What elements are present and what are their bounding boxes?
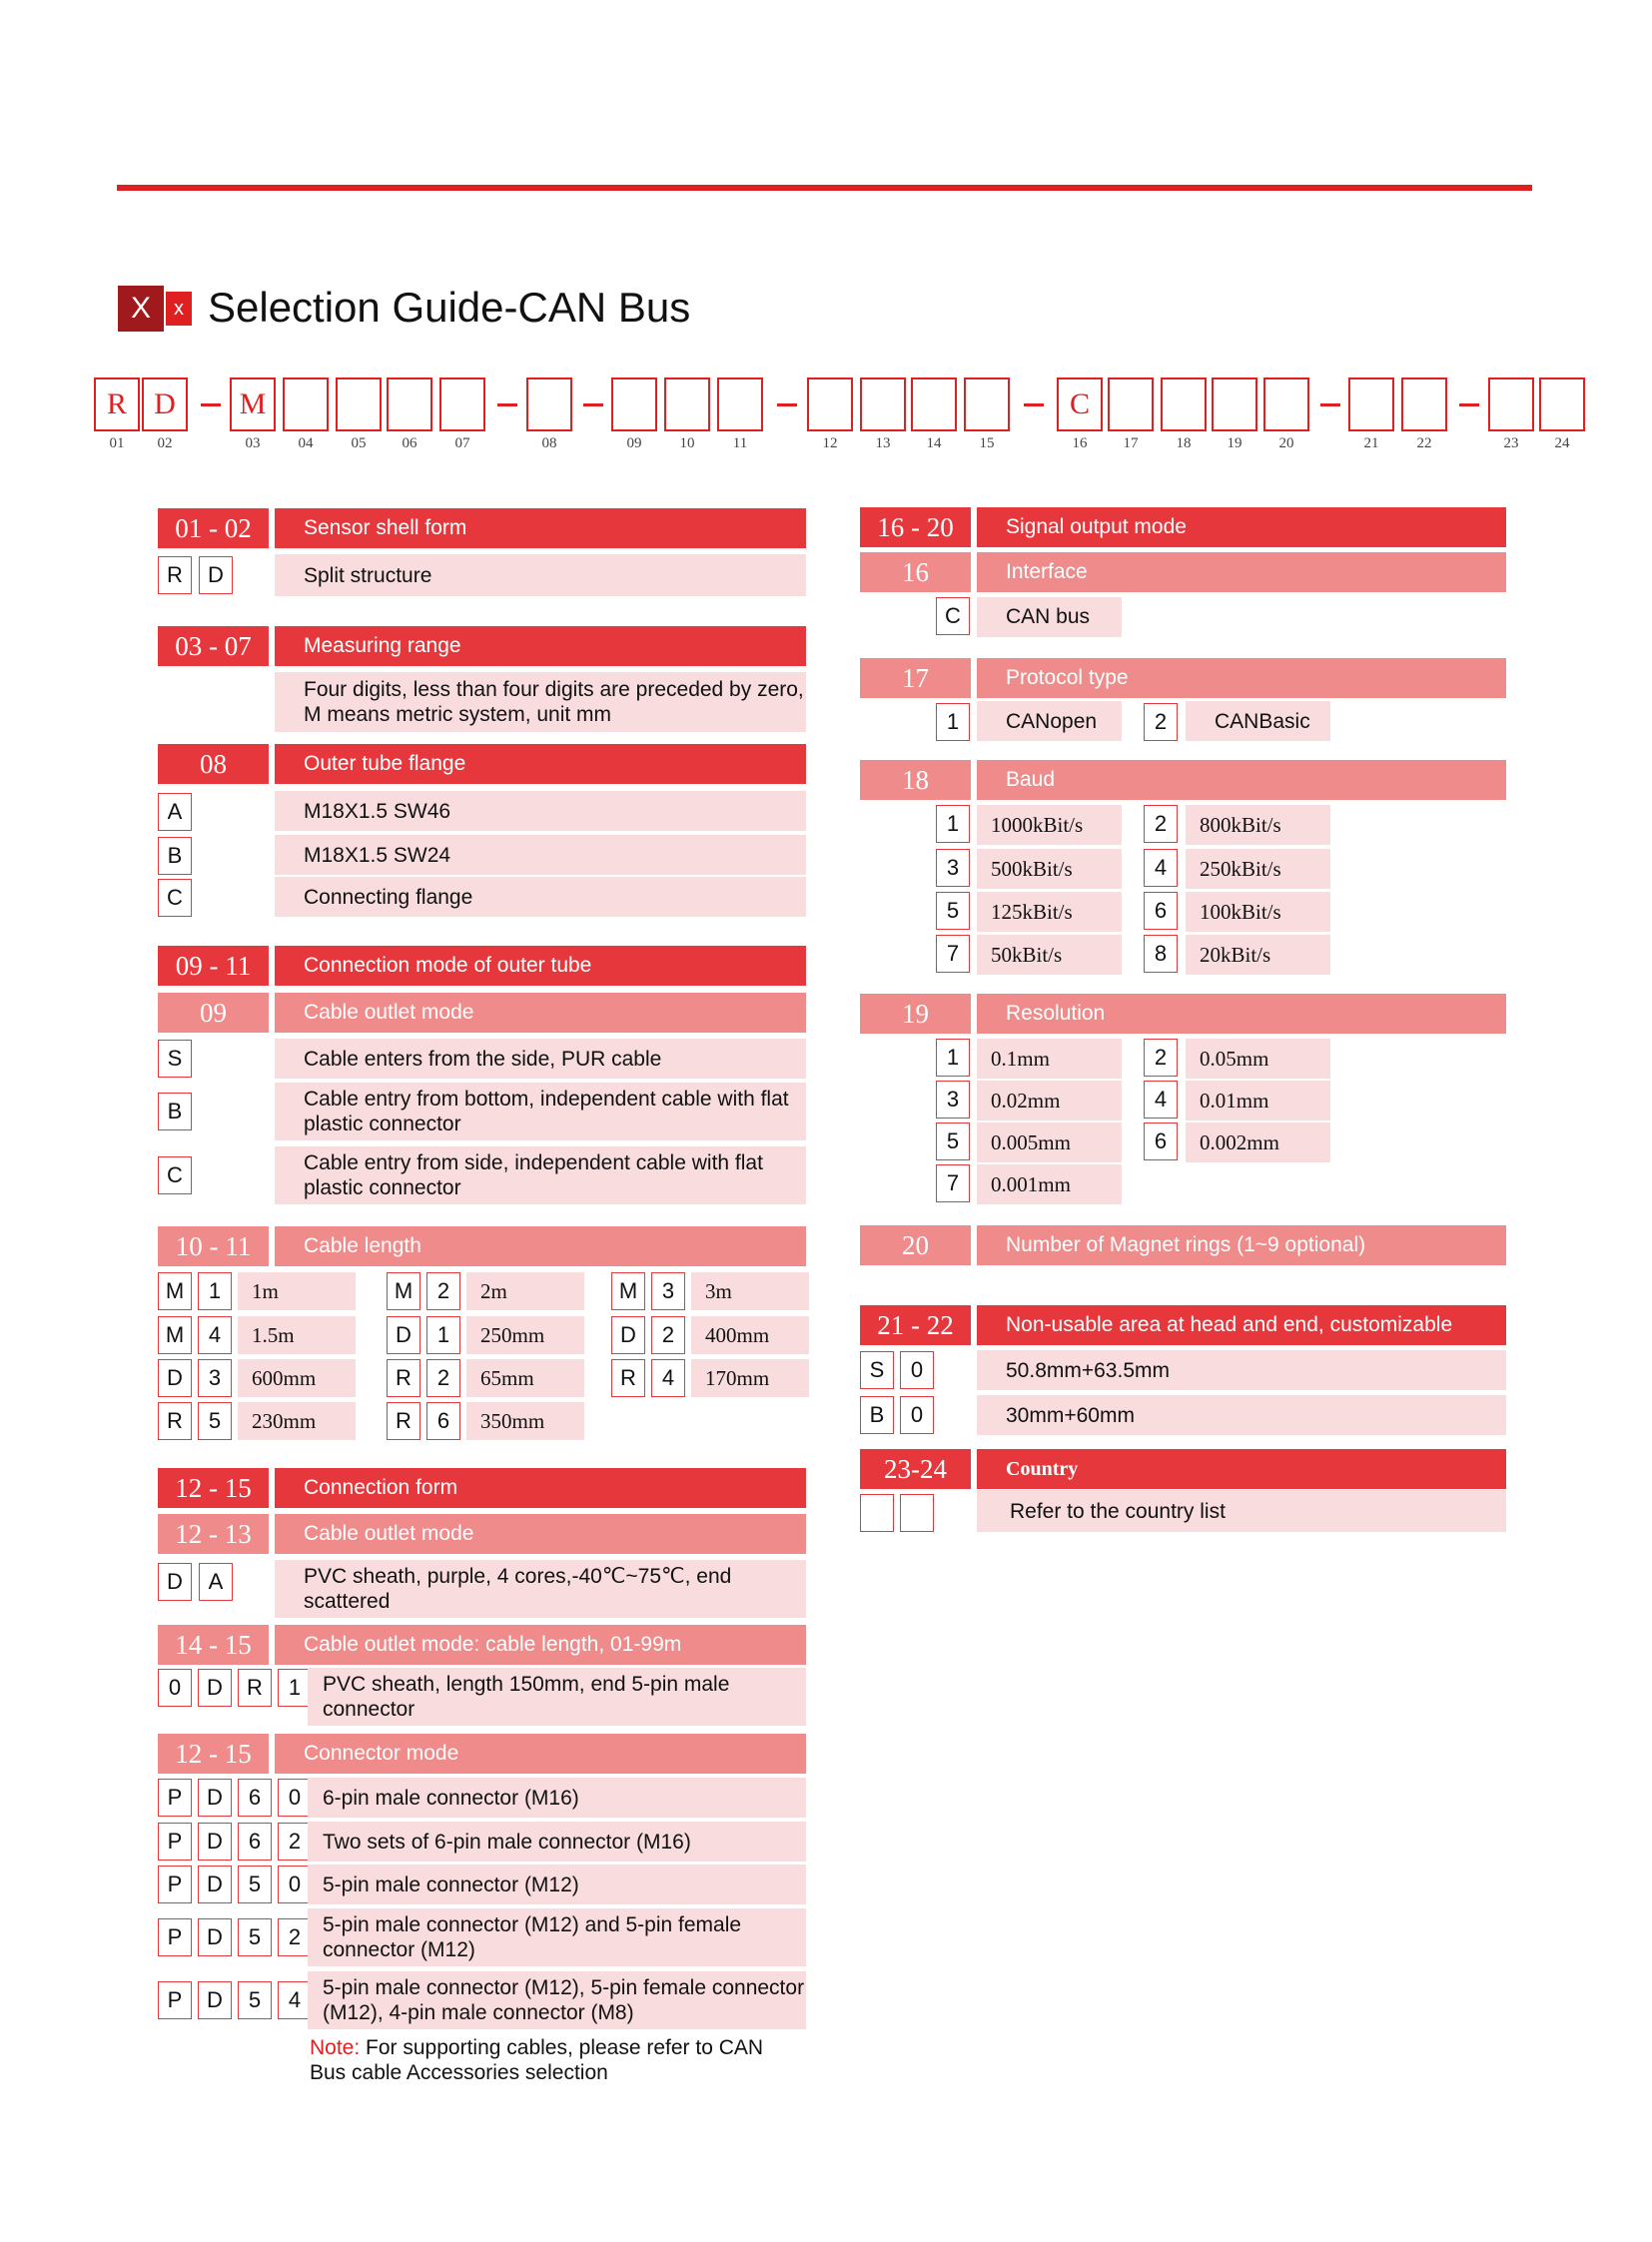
section-23-24-title: Country — [977, 1449, 1506, 1489]
code-cell — [860, 1494, 894, 1532]
section-16-20-title: Signal output mode — [977, 507, 1506, 547]
cable-length-value: 2m — [466, 1272, 584, 1310]
code-position-number: 12 — [822, 435, 838, 451]
logo-mark-large: X — [118, 286, 164, 332]
code-box — [664, 377, 710, 431]
code-cell: 2 — [278, 1918, 312, 1956]
code-cell: 3 — [936, 1081, 970, 1119]
code-cell: R — [611, 1359, 645, 1397]
option-description: Connecting flange — [275, 877, 806, 917]
section-20-title: Number of Magnet rings (1~9 optional) — [977, 1225, 1506, 1265]
baud-value: 125kBit/s — [977, 892, 1122, 932]
option-value: CANopen — [977, 701, 1122, 741]
code-cell: 0 — [278, 1866, 312, 1903]
code-cell: B — [158, 837, 192, 875]
code-box — [439, 377, 485, 431]
section-09-11-number: 09 - 11 — [158, 946, 269, 986]
section-03-07-number: 03 - 07 — [158, 626, 269, 666]
code-cell: 5 — [238, 1981, 272, 2019]
code-position-number: 02 — [157, 435, 173, 451]
code-cell: 0 — [900, 1351, 934, 1389]
code-box — [717, 377, 763, 431]
section-12-15-connector-title: Connector mode — [275, 1734, 806, 1774]
option-value: 30mm+60mm — [977, 1395, 1506, 1435]
code-cell: P — [158, 1918, 192, 1956]
code-box — [1161, 377, 1207, 431]
code-position-number: 21 — [1363, 435, 1379, 451]
code-cell: 3 — [936, 849, 970, 887]
code-cell: D — [198, 1918, 232, 1956]
code-cell: D — [199, 556, 233, 594]
code-cell: D — [198, 1779, 232, 1817]
section-10-11-number: 10 - 11 — [158, 1226, 269, 1266]
section-12-15-title: Connection form — [275, 1468, 806, 1508]
code-cell: C — [158, 1156, 192, 1194]
code-cell: M — [387, 1272, 420, 1310]
code-cell: B — [158, 1093, 192, 1130]
code-box — [860, 377, 906, 431]
code-cell: A — [199, 1563, 233, 1601]
code-cell: 4 — [198, 1316, 232, 1354]
option-value: CANBasic — [1186, 701, 1330, 741]
top-rule — [117, 185, 1532, 191]
code-cell: P — [158, 1866, 192, 1903]
section-09-title: Cable outlet mode — [275, 993, 806, 1033]
code-position-number: 19 — [1227, 435, 1242, 451]
code-cell: 1 — [936, 703, 970, 741]
code-dash — [1320, 403, 1340, 406]
code-cell: 5 — [238, 1866, 272, 1903]
code-cell: 0 — [158, 1669, 192, 1707]
code-cell: 3 — [198, 1359, 232, 1397]
code-box — [1348, 377, 1394, 431]
option-description: 6-pin male connector (M16) — [308, 1778, 806, 1818]
code-cell: R — [238, 1669, 272, 1707]
code-cell: P — [158, 1779, 192, 1817]
cable-length-value: 1m — [238, 1272, 356, 1310]
code-cell: 5 — [238, 1918, 272, 1956]
code-dash — [1459, 403, 1479, 406]
code-cell: 7 — [936, 1164, 970, 1202]
code-cell: 7 — [936, 935, 970, 973]
code-cell: 2 — [426, 1272, 460, 1310]
option-description: 5-pin male connector (M12) — [308, 1865, 806, 1904]
code-cell: S — [860, 1351, 894, 1389]
code-cell: 4 — [1144, 1081, 1178, 1119]
note-text: For supporting cables, please refer to CAN Bus cable Accessories selection — [310, 2036, 764, 2084]
code-cell: 2 — [651, 1316, 685, 1354]
option-description: Refer to the country list — [977, 1490, 1506, 1532]
resolution-value: 0.005mm — [977, 1122, 1122, 1162]
code-cell: 6 — [238, 1779, 272, 1817]
code-dash — [201, 403, 221, 406]
baud-value: 100kBit/s — [1186, 892, 1330, 932]
section-03-07-title: Measuring range — [275, 626, 806, 666]
cable-length-value: 170mm — [691, 1359, 809, 1397]
code-cell: 8 — [1144, 935, 1178, 973]
section-09-11-title: Connection mode of outer tube — [275, 946, 806, 986]
option-description: Two sets of 6-pin male connector (M16) — [308, 1822, 806, 1862]
resolution-value: 0.05mm — [1186, 1039, 1330, 1079]
code-position-number: 04 — [298, 435, 314, 451]
code-cell: 6 — [1144, 1122, 1178, 1160]
section-01-02-title: Sensor shell form — [275, 508, 806, 548]
code-cell: 6 — [426, 1402, 460, 1440]
code-cell: 0 — [900, 1396, 934, 1434]
code-box: D — [142, 377, 188, 431]
code-cell: 4 — [651, 1359, 685, 1397]
code-cell: R — [387, 1402, 420, 1440]
section-14-15-title: Cable outlet mode: cable length, 01-99m — [275, 1625, 806, 1665]
code-cell: D — [198, 1823, 232, 1861]
code-cell: 5 — [936, 1122, 970, 1160]
option-description: M18X1.5 SW24 — [275, 835, 806, 875]
code-box — [283, 377, 329, 431]
option-description: Cable entry from side, independent cable with flat plastic connector — [275, 1146, 806, 1204]
code-cell: P — [158, 1823, 192, 1861]
code-cell: 3 — [651, 1272, 685, 1310]
option-description: Four digits, less than four digits are preceded by zero, M means metric system, unit mm — [275, 672, 806, 732]
option-description: Split structure — [275, 554, 806, 596]
code-cell: 1 — [936, 1039, 970, 1077]
code-box: C — [1057, 377, 1103, 431]
section-18-number: 18 — [860, 760, 971, 800]
code-cell: D — [611, 1316, 645, 1354]
section-20-number: 20 — [860, 1225, 971, 1265]
code-position-number: 22 — [1416, 435, 1432, 451]
code-box: M — [230, 377, 276, 431]
code-cell: D — [198, 1981, 232, 2019]
resolution-value: 0.001mm — [977, 1164, 1122, 1204]
code-position-number: 08 — [541, 435, 557, 451]
code-position-number: 16 — [1072, 435, 1088, 451]
option-value: CAN bus — [977, 597, 1122, 637]
code-cell: M — [158, 1316, 192, 1354]
code-position-number: 20 — [1278, 435, 1294, 451]
code-cell: 1 — [278, 1669, 312, 1707]
code-box — [387, 377, 432, 431]
code-cell: B — [860, 1396, 894, 1434]
baud-value: 250kBit/s — [1186, 849, 1330, 889]
code-cell: D — [198, 1669, 232, 1707]
code-cell: 1 — [936, 805, 970, 843]
code-cell: C — [158, 879, 192, 917]
code-position-number: 14 — [926, 435, 942, 451]
code-cell: D — [158, 1359, 192, 1397]
code-cell: A — [158, 793, 192, 831]
option-description: PVC sheath, purple, 4 cores,-40℃~75℃, end scattered — [275, 1560, 806, 1618]
resolution-value: 0.002mm — [1186, 1122, 1330, 1162]
logo-mark-small: x — [166, 292, 192, 326]
option-value: 50.8mm+63.5mm — [977, 1350, 1506, 1390]
code-cell: R — [158, 556, 192, 594]
section-12-13-number: 12 - 13 — [158, 1514, 269, 1554]
code-cell: 5 — [936, 892, 970, 930]
cable-length-value: 400mm — [691, 1316, 809, 1354]
code-dash — [1024, 403, 1044, 406]
code-position-number: 06 — [402, 435, 417, 451]
code-box — [336, 377, 382, 431]
code-box — [807, 377, 853, 431]
code-box — [526, 377, 572, 431]
baud-value: 20kBit/s — [1186, 935, 1330, 975]
code-box: R — [94, 377, 140, 431]
code-cell: 4 — [278, 1981, 312, 2019]
section-14-15-number: 14 - 15 — [158, 1625, 269, 1665]
code-cell: 0 — [278, 1779, 312, 1817]
code-cell: R — [158, 1402, 192, 1440]
section-12-13-title: Cable outlet mode — [275, 1514, 806, 1554]
section-23-24-number: 23-24 — [860, 1449, 971, 1489]
code-position-number: 18 — [1176, 435, 1192, 451]
option-description: 5-pin male connector (M12), 5-pin female connector (M12), 4-pin male connector (M8) — [308, 1971, 806, 2029]
section-10-11-title: Cable length — [275, 1226, 806, 1266]
section-19-title: Resolution — [977, 994, 1506, 1034]
section-17-title: Protocol type — [977, 658, 1506, 698]
code-position-number: 01 — [109, 435, 125, 451]
option-description: Cable entry from bottom, independent cable with flat plastic connector — [275, 1083, 806, 1140]
section-21-22-number: 21 - 22 — [860, 1305, 971, 1345]
code-position-number: 23 — [1503, 435, 1519, 451]
code-dash — [583, 403, 603, 406]
code-box — [1488, 377, 1534, 431]
code-cell: 4 — [1144, 849, 1178, 887]
section-09-number: 09 — [158, 993, 269, 1033]
code-box — [1212, 377, 1257, 431]
code-cell: 2 — [1144, 1039, 1178, 1077]
page-title: Selection Guide-CAN Bus — [208, 284, 691, 331]
section-16-title: Interface — [977, 552, 1506, 592]
code-cell: 2 — [426, 1359, 460, 1397]
code-position-number: 11 — [732, 435, 748, 451]
code-cell: D — [198, 1866, 232, 1903]
code-box — [1263, 377, 1309, 431]
code-dash — [497, 403, 517, 406]
section-17-number: 17 — [860, 658, 971, 698]
code-cell: 2 — [1144, 805, 1178, 843]
code-cell: 1 — [426, 1316, 460, 1354]
code-cell: P — [158, 1981, 192, 2019]
note-label: Note: — [310, 2036, 361, 2059]
section-01-02-number: 01 - 02 — [158, 508, 269, 548]
section-21-22-title: Non-usable area at head and end, customizable — [977, 1305, 1506, 1345]
code-position-number: 05 — [351, 435, 367, 451]
section-18-title: Baud — [977, 760, 1506, 800]
section-12-15-connector-number: 12 - 15 — [158, 1734, 269, 1774]
code-cell: 6 — [238, 1823, 272, 1861]
baud-value: 500kBit/s — [977, 849, 1122, 889]
code-position-number: 03 — [245, 435, 261, 451]
code-cell — [900, 1494, 934, 1532]
code-position-number: 15 — [979, 435, 995, 451]
code-box — [611, 377, 657, 431]
code-position-number: 17 — [1123, 435, 1139, 451]
code-box — [1401, 377, 1447, 431]
code-position-number: 13 — [875, 435, 891, 451]
code-box — [1539, 377, 1585, 431]
code-cell: M — [611, 1272, 645, 1310]
resolution-value: 0.02mm — [977, 1081, 1122, 1121]
cable-length-value: 230mm — [238, 1402, 356, 1440]
code-cell: M — [158, 1272, 192, 1310]
code-position-number: 07 — [454, 435, 470, 451]
code-position-number: 24 — [1554, 435, 1570, 451]
code-cell: 5 — [198, 1402, 232, 1440]
code-cell: 1 — [198, 1272, 232, 1310]
code-cell: D — [158, 1563, 192, 1601]
option-description: 5-pin male connector (M12) and 5-pin female connector (M12) — [308, 1908, 806, 1966]
baud-value: 1000kBit/s — [977, 805, 1122, 845]
code-position-number: 10 — [679, 435, 695, 451]
section-16-20-number: 16 - 20 — [860, 507, 971, 547]
code-cell: C — [936, 597, 970, 635]
cable-length-value: 600mm — [238, 1359, 356, 1397]
baud-value: 50kBit/s — [977, 935, 1122, 975]
code-cell: D — [387, 1316, 420, 1354]
option-description: Cable enters from the side, PUR cable — [275, 1039, 806, 1079]
resolution-value: 0.1mm — [977, 1039, 1122, 1079]
option-description: M18X1.5 SW46 — [275, 791, 806, 831]
section-12-15-number: 12 - 15 — [158, 1468, 269, 1508]
section-19-number: 19 — [860, 994, 971, 1034]
cable-length-value: 65mm — [466, 1359, 584, 1397]
code-cell: 2 — [278, 1823, 312, 1861]
cable-length-value: 3m — [691, 1272, 809, 1310]
resolution-value: 0.01mm — [1186, 1081, 1330, 1121]
code-cell: R — [387, 1359, 420, 1397]
code-box — [1108, 377, 1154, 431]
code-cell: 6 — [1144, 892, 1178, 930]
cable-length-value: 1.5m — [238, 1316, 356, 1354]
section-08-number: 08 — [158, 744, 269, 784]
code-position-number: 09 — [626, 435, 642, 451]
code-cell: 2 — [1144, 703, 1178, 741]
section-16-number: 16 — [860, 552, 971, 592]
baud-value: 800kBit/s — [1186, 805, 1330, 845]
code-cell: S — [158, 1040, 192, 1078]
cable-length-value: 250mm — [466, 1316, 584, 1354]
option-description: PVC sheath, length 150mm, end 5-pin male connector — [308, 1668, 806, 1726]
code-box — [911, 377, 957, 431]
code-box — [964, 377, 1010, 431]
section-08-title: Outer tube flange — [275, 744, 806, 784]
cable-length-value: 350mm — [466, 1402, 584, 1440]
code-dash — [777, 403, 797, 406]
note — [310, 2035, 789, 2085]
